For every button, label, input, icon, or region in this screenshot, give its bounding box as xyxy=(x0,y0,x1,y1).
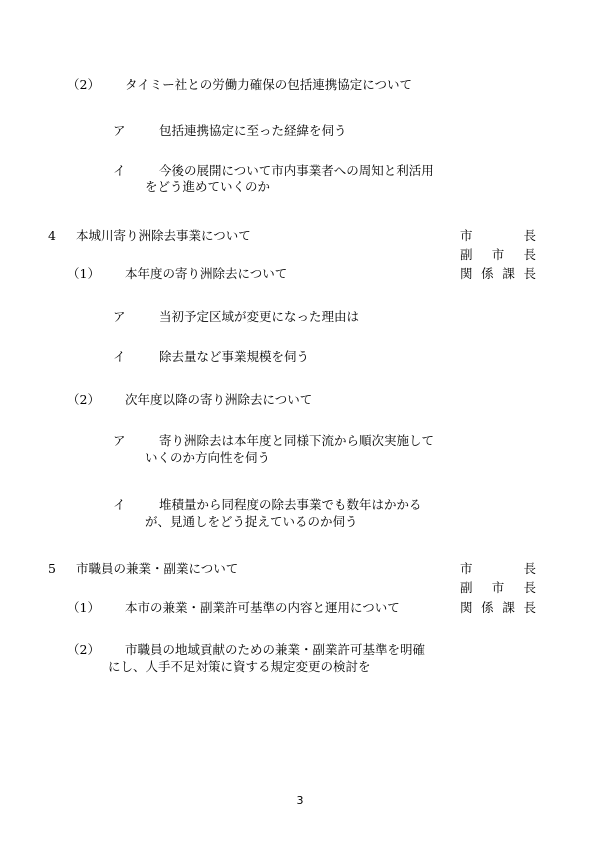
respondent-char: 長 xyxy=(523,600,536,615)
sub-marker: イ xyxy=(113,163,126,178)
subitem-title: 本市の兼業・副業許可基準の内容と運用について xyxy=(125,600,400,615)
respondent-char: 市 xyxy=(491,580,505,595)
respondent-char: 課 xyxy=(502,266,515,281)
subitem-title: 次年度以降の寄り洲除去について xyxy=(125,392,313,407)
respondent-char: 市 xyxy=(460,561,473,576)
respondent-char: 市 xyxy=(491,247,505,262)
respondent-char: 長 xyxy=(523,561,536,576)
subitem-title: 本年度の寄り洲除去について xyxy=(125,266,288,281)
subitem-number: （2） xyxy=(67,77,100,92)
sub-text: 寄り洲除去は本年度と同様下流から順次実施して xyxy=(159,433,435,448)
sub-text-continuation: いくのか方向性を伺う xyxy=(145,450,271,465)
respondent-char: 長 xyxy=(523,580,536,595)
respondent-char: 副 xyxy=(460,580,473,595)
respondent-section-chief xyxy=(460,599,536,617)
respondent-char: 長 xyxy=(523,266,536,281)
sub-text: 堆積量から同程度の除去事業でも数年はかかる xyxy=(159,497,422,512)
sub-marker: ア xyxy=(113,433,126,448)
respondent-mayor xyxy=(460,227,536,245)
respondent-char: 市 xyxy=(460,228,473,243)
sub-marker: イ xyxy=(113,349,126,364)
respondent-mayor xyxy=(460,560,536,578)
respondent-char: 副 xyxy=(460,247,473,262)
subitem-number: （2） xyxy=(67,392,100,407)
sub-text: 包括連携協定に至った経緯を伺う xyxy=(159,123,347,138)
respondent-char: 係 xyxy=(481,266,494,281)
page-number: 3 xyxy=(296,794,304,807)
sub-marker: ア xyxy=(113,123,126,138)
subitem-number: （1） xyxy=(67,600,100,615)
item-title: 市職員の兼業・副業について xyxy=(76,561,239,576)
respondent-deputy-mayor xyxy=(460,246,536,264)
respondent-char: 関 xyxy=(460,600,473,615)
item-number: 5 xyxy=(48,561,56,576)
subitem-title-continuation: にし、人手不足対策に資する規定変更の検討を xyxy=(108,659,371,674)
subitem-number: （1） xyxy=(67,266,100,281)
item-title: 本城川寄り洲除去事業について xyxy=(76,228,251,243)
respondent-section-chief xyxy=(460,265,536,283)
sub-marker: イ xyxy=(113,497,126,512)
subitem-title: タイミー社との労働力確保の包括連携協定について xyxy=(125,77,413,92)
respondent-char: 関 xyxy=(460,266,473,281)
respondent-char: 長 xyxy=(523,247,536,262)
item-number: 4 xyxy=(48,228,56,243)
subitem-number: （2） xyxy=(67,642,100,657)
respondent-char: 長 xyxy=(523,228,536,243)
respondent-char: 課 xyxy=(502,600,515,615)
sub-marker: ア xyxy=(113,309,126,324)
respondent-char: 係 xyxy=(481,600,494,615)
sub-text: 今後の展開について市内事業者への周知と利活用 xyxy=(159,163,434,178)
sub-text-continuation: をどう進めていくのか xyxy=(145,179,271,194)
sub-text: 当初予定区域が変更になった理由は xyxy=(159,309,360,324)
subitem-title: 市職員の地域貢献のための兼業・副業許可基準を明確 xyxy=(125,642,426,657)
sub-text: 除去量など事業規模を伺う xyxy=(159,349,310,364)
sub-text-continuation: が、見通しをどう捉えているのか伺う xyxy=(145,514,358,529)
respondent-deputy-mayor xyxy=(460,579,536,597)
